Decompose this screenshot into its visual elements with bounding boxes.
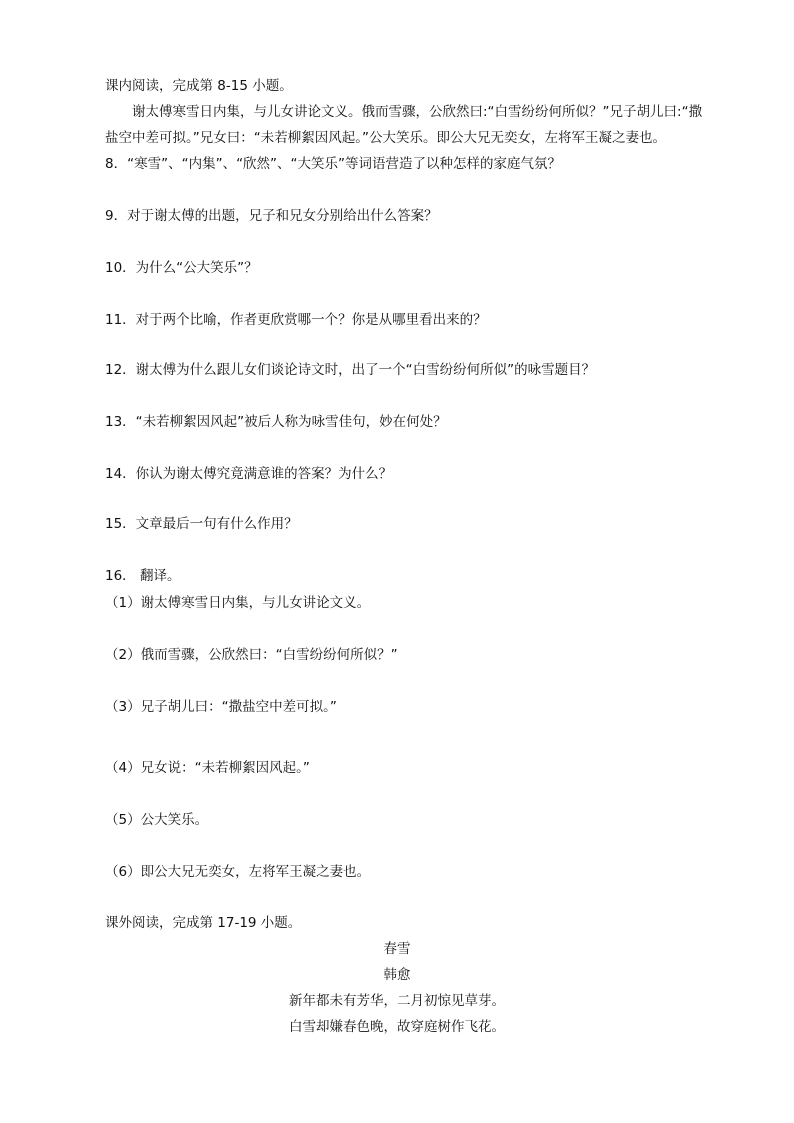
translation-item-6: （6）即公大兄无奕女，左将军王凝之妻也。 — [105, 864, 371, 880]
translation-item-3: （3）兄子胡儿曰：“撒盐空中差可拟。” — [105, 699, 337, 715]
question-9: 9．对于谢太傅的出题，兄子和兄女分别给出什么答案？ — [105, 208, 438, 224]
question-15: 15．文章最后一句有什么作用？ — [105, 516, 298, 532]
translation-heading: 16． 翻译。 — [105, 568, 181, 584]
question-13: 13．“未若柳絮因风起”被后人称为咏雪佳句，妙在何处？ — [105, 414, 447, 430]
passage-line-2: 盐空中差可拟。”兄女曰：“未若柳絮因风起。”公大笑乐。即公大兄无奕女，左将军王凝之妻也。 — [105, 130, 666, 146]
translation-item-1: （1）谢太傅寒雪日内集，与儿女讲论文义。 — [105, 595, 371, 611]
poem-line-2: 白雪却嫌春色晚，故穿庭树作飞花。 — [289, 1019, 505, 1035]
poem-title: 春雪 — [383, 941, 411, 957]
passage-line-1: 谢太傅寒雪日内集，与儿女讲论文义。俄而雪骤，公欣然曰:“白雪纷纷何所似？”兄子胡儿曰:“撒 — [132, 104, 703, 120]
question-11: 11．对于两个比喻，作者更欣赏哪一个？你是从哪里看出来的？ — [105, 312, 487, 328]
section-heading-extracurricular: 课外阅读，完成第 17-19 小题。 — [105, 915, 302, 931]
poem-author: 韩愈 — [383, 967, 411, 983]
question-8: 8．“寒雪”、“内集”、“欣然”、“大笑乐”等词语营造了以种怎样的家庭气氛？ — [105, 156, 562, 172]
translation-item-5: （5）公大笑乐。 — [105, 812, 209, 828]
translation-item-2: （2）俄而雪骤，公欣然曰：“白雪纷纷何所似？” — [105, 647, 398, 663]
translation-item-4: （4）兄女说：“未若柳絮因风起。” — [105, 760, 310, 776]
question-14: 14．你认为谢太傅究竟满意谁的答案？为什么？ — [105, 466, 393, 482]
section-heading-in-class: 课内阅读，完成第 8-15 小题。 — [105, 78, 293, 94]
poem-line-1: 新年都未有芳华，二月初惊见草芽。 — [289, 993, 505, 1009]
question-10: 10．为什么“公大笑乐”？ — [105, 260, 258, 276]
question-12: 12．谢太傅为什么跟儿女们谈论诗文时，出了一个“白雪纷纷何所似”的咏雪题目？ — [105, 362, 596, 378]
